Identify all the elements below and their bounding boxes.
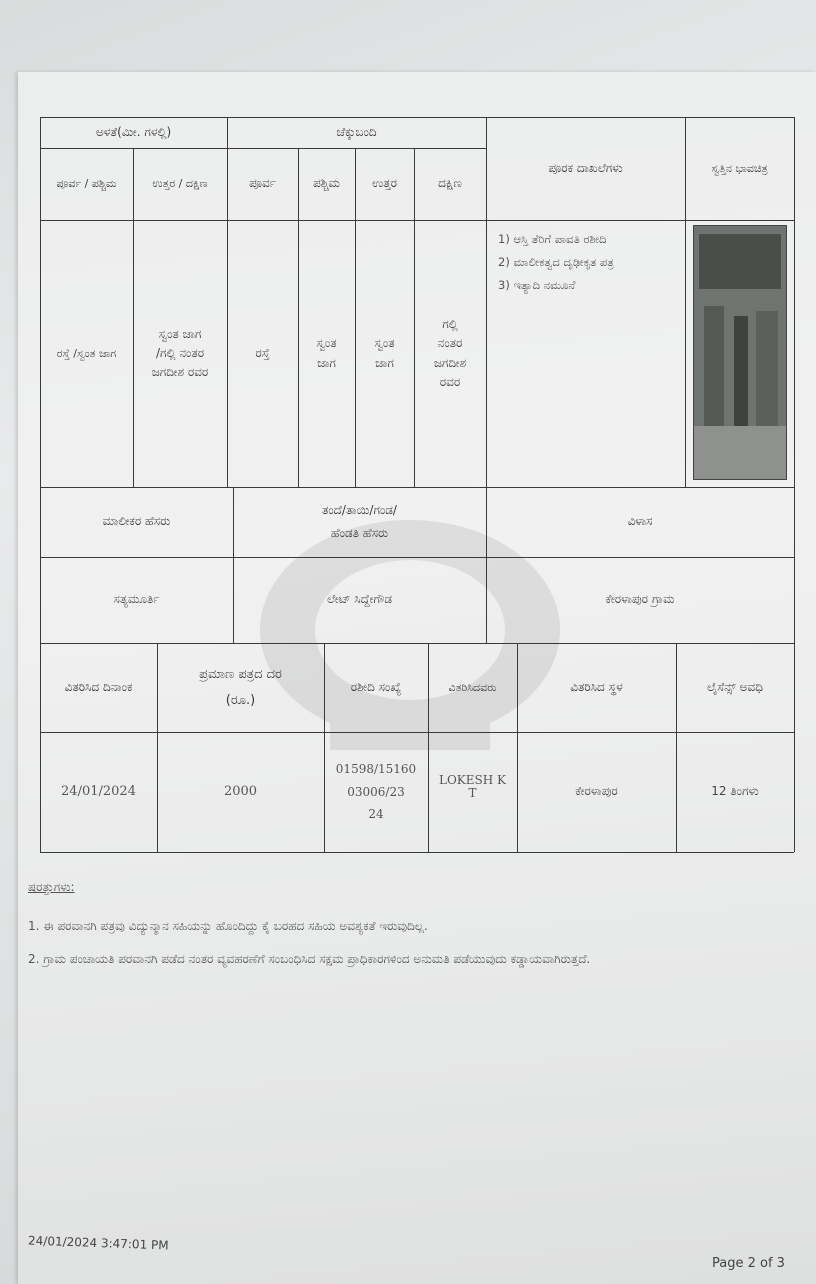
- header-east-west: ಪೂರ್ವ / ಪಶ್ಚಿಮ: [56, 177, 117, 191]
- validity-value: 12 ತಿಂಗಳು: [711, 784, 759, 799]
- relation-label: ತಂದೆ/ತಾಯಿ/ಗಂಡ/ ಹೆಂಡತಿ ಹೆಸರು: [322, 503, 397, 540]
- issue-date-value: 24/01/2024: [61, 783, 136, 799]
- value-west: ಸ್ವಂತ ಜಾಗ: [316, 336, 337, 370]
- doc-item: 1) ಆಸ್ತಿ ತೆರಿಗೆ ಪಾವತಿ ರಶೀದಿ: [498, 232, 607, 246]
- conditions: [28, 876, 788, 980]
- receipt-value: 01598/15160 03006/23 24: [335, 761, 417, 822]
- value-north-south: ಸ್ವಂತ ಜಾಗ /ಗಲ್ಲಿ ನಂತರ ಜಗದೀಶ ರವರ: [151, 326, 209, 380]
- validity-label: ಲೈಸೆನ್ಸ್ ಅವಧಿ: [706, 679, 763, 694]
- header-property-photo: ಸ್ವತ್ತಿನ ಭಾವಚಿತ್ರ: [711, 161, 768, 175]
- header-south: ದಕ್ಷಿಣ: [438, 176, 462, 191]
- place-value: ಕೇರಳಾಪುರ: [575, 784, 618, 799]
- value-east: ರಸ್ತೆ: [255, 345, 270, 360]
- fee-label: ಪ್ರಮಾಣ ಪತ್ರದ ದರ (ರೂ.): [199, 666, 282, 708]
- footer-page-number: Page 2 of 3: [712, 1256, 785, 1271]
- footer-timestamp: 24/01/2024 3:47:01 PM: [27, 1233, 169, 1253]
- property-photo: [693, 225, 787, 480]
- place-label: ವಿತರಿಸಿದ ಸ್ಥಳ: [570, 679, 623, 694]
- address-label: ವಿಳಾಸ: [627, 514, 653, 529]
- relation-value: ಲೇಟ್ ಸಿದ್ದೇಗೌಡ: [326, 592, 393, 607]
- owner-label: ಮಾಲೀಕರ ಹೆಸರು: [102, 514, 171, 529]
- header-north: ಉತ್ತರ: [372, 176, 397, 191]
- value-south: ಗಲ್ಲಿ ನಂತರ ಜಗದೀಶ ರವರ: [433, 317, 467, 389]
- header-boundary: ಚೆಕ್ಕುಬಂದಿ: [336, 124, 377, 139]
- header-west: ಪಶ್ಚಿಮ: [313, 176, 340, 191]
- issuer-label: ವಿತರಿಸಿದವರು: [448, 680, 497, 694]
- issue-date-label: ವಿತರಿಸಿದ ದಿನಾಂಕ: [64, 679, 133, 694]
- conditions-title: ಷರತ್ತುಗಳು:: [28, 880, 75, 894]
- doc-item: 3) ಇತ್ಯಾದಿ ನಮೂನೆ: [498, 278, 576, 292]
- condition-item: 2. ಗ್ರಾಮ ಪಂಚಾಯತಿ ಪರವಾನಗಿ ಪಡೆದ ನಂತರ ವ್ಯವಹರಣೆಗೆ ಸಂಬಂಧಿಸಿದ ಸಕ್ಷಮ ಪ್ರಾಧಿಕಾರಗಳಿಂದ ಅನುಮತಿ ಪಡೆಯುವುದು ಕಡ್ಡಾಯವಾಗಿರುತ್ತದೆ.: [28, 951, 591, 966]
- owner-value: ಸತ್ಯಮೂರ್ತಿ: [113, 592, 160, 607]
- address-value: ಕೇರಳಾಪುರ ಗ್ರಾಮ: [605, 592, 675, 607]
- fee-value: 2000: [223, 783, 258, 799]
- header-north-south: ಉತ್ತರ / ದಕ್ಷಿಣ: [152, 177, 208, 191]
- header-east: ಪೂರ್ವ: [249, 176, 276, 191]
- receipt-label: ರಶೀದಿ ಸಂಖ್ಯೆ: [350, 679, 402, 694]
- supporting-docs-list: [498, 228, 688, 297]
- header-supporting-docs: ಪೂರಕ ದಾಖಲೆಗಳು: [548, 160, 623, 175]
- condition-item: 1. ಈ ಪರವಾನಗಿ ಪತ್ರವು ವಿದ್ಯುನ್ಮಾನ ಸಹಿಯನ್ನು ಹೊಂದಿದ್ದು ಕೈ ಬರಹದ ಸಹಿಯ ಅವಶ್ಯಕತೆ ಇರುವುದಿಲ್ಲ.: [28, 918, 428, 933]
- value-north: ಸ್ವಂತ ಜಾಗ: [374, 336, 395, 370]
- doc-item: 2) ಮಾಲೀಕತ್ವದ ದೃಢೀಕೃತ ಪತ್ರ: [498, 255, 614, 269]
- issuer-value: LOKESH K T: [439, 773, 506, 801]
- value-east-west: ರಸ್ತೆ /ಸ್ವಂತ ಜಾಗ: [56, 346, 117, 360]
- header-measure: ಅಳತೆ(ಮೀ. ಗಳಲ್ಲಿ): [95, 124, 172, 139]
